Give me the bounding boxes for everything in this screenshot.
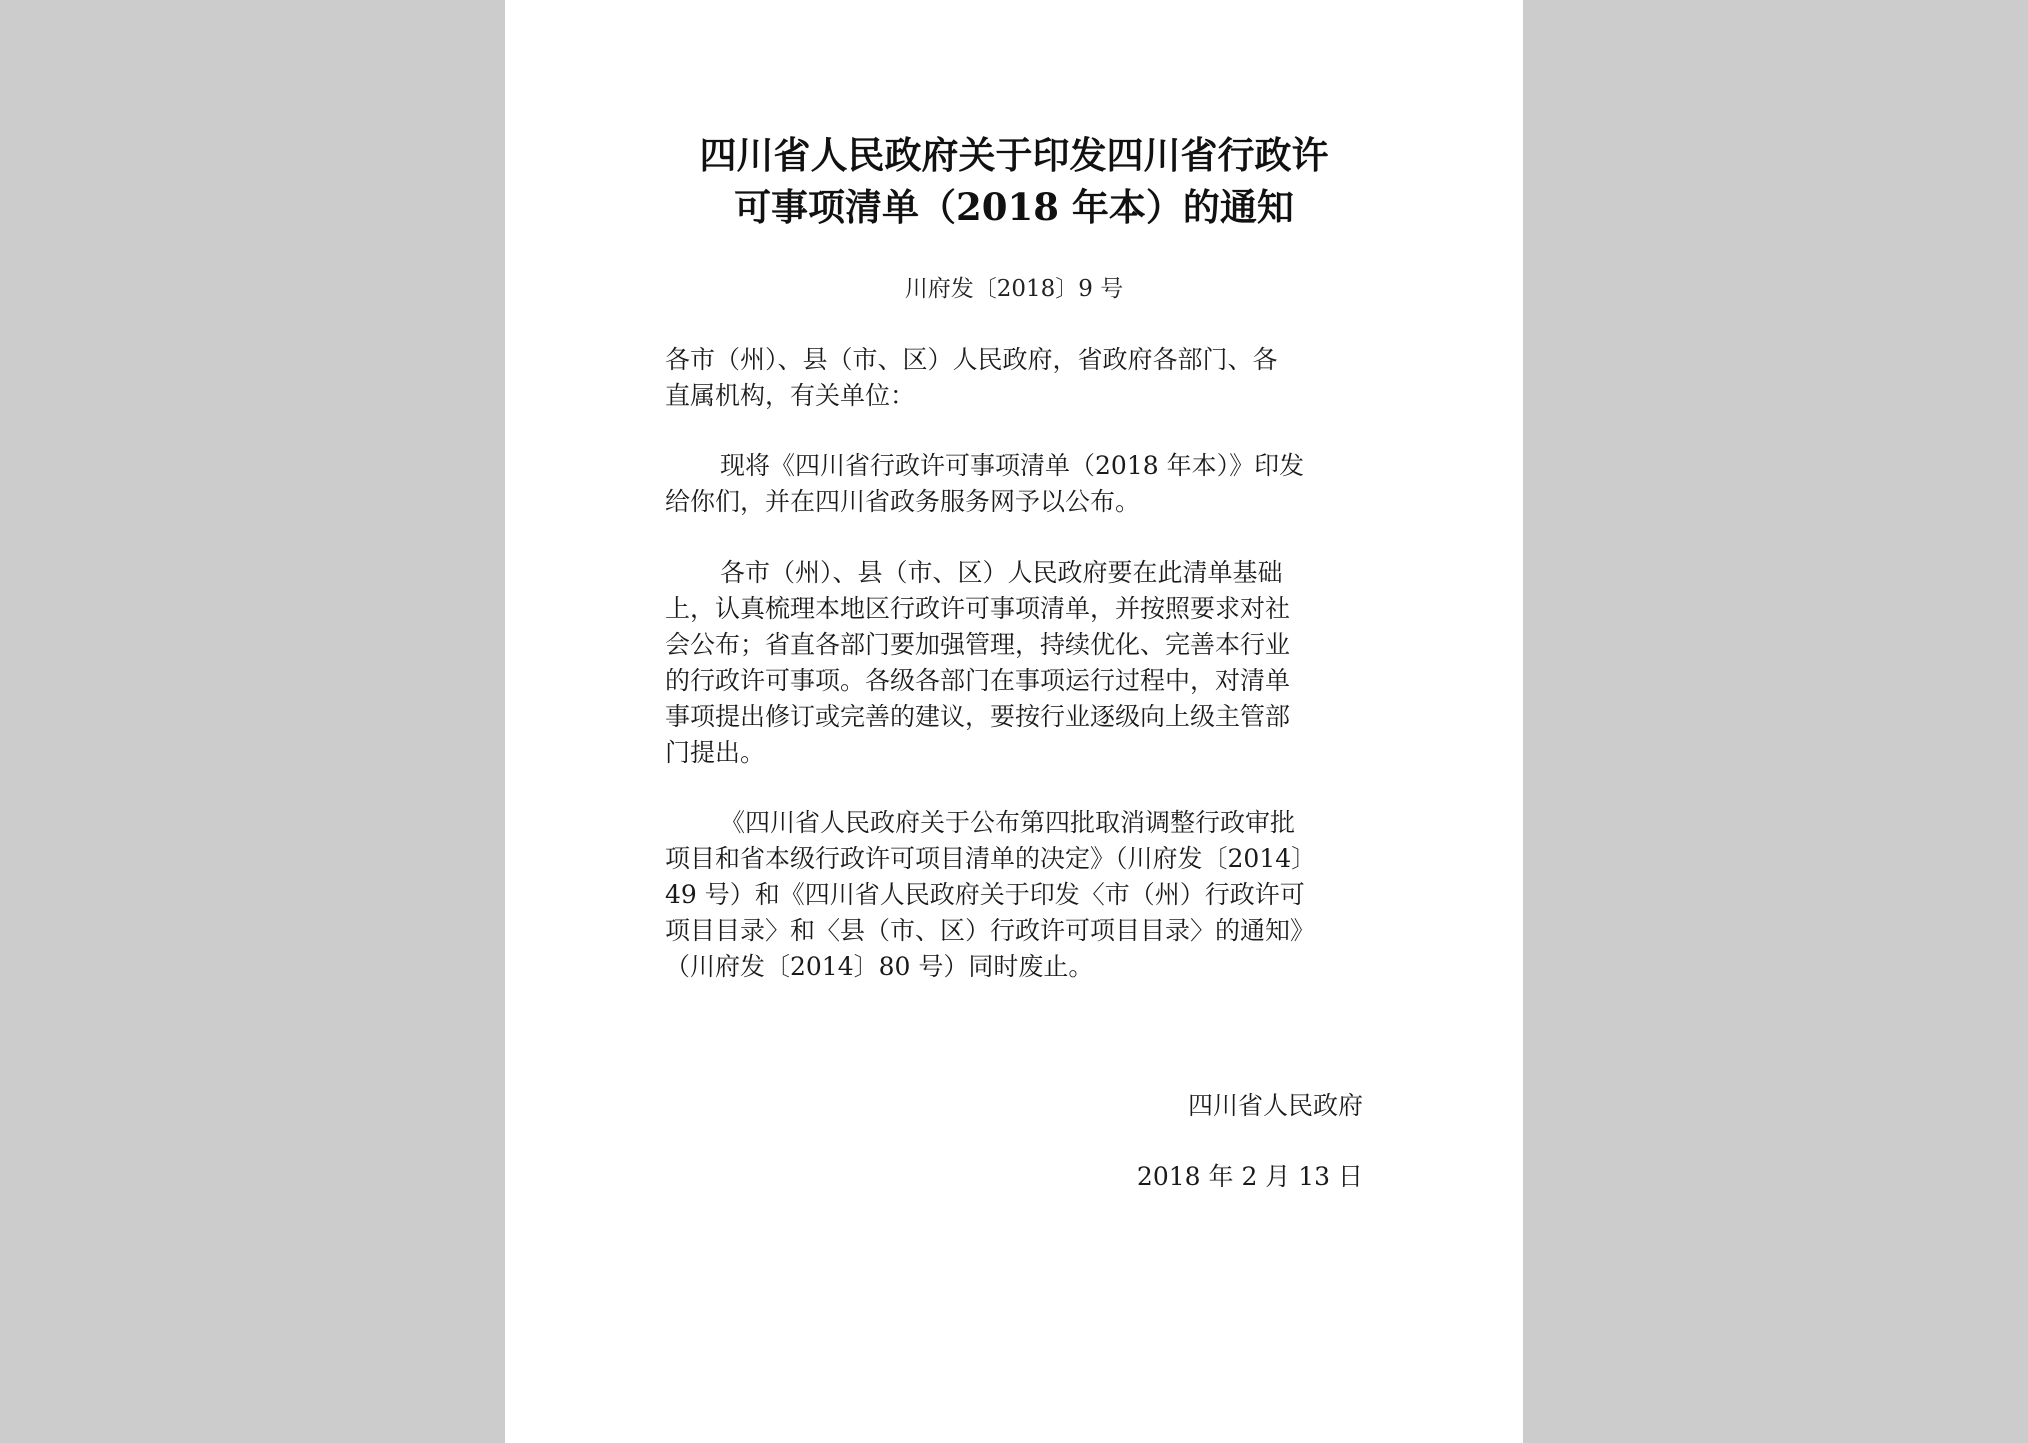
salutation-line-2: 直属机构，有关单位： <box>665 381 916 410</box>
document-title-line-2: 可事项清单（2018 年本）的通知 <box>734 185 1294 229</box>
paragraph-2-line-6: 门提出。 <box>665 738 766 767</box>
paragraph-2-line-3: 会公布；省直各部门要加强管理，持续优化、完善本行业 <box>665 630 1291 659</box>
paragraph-3-line-5: （川府发〔2014〕80 号）同时废止。 <box>665 952 1094 981</box>
document-number: 川府发〔2018〕9 号 <box>904 276 1124 302</box>
issue-date: 2018 年 2 月 13 日 <box>1136 1162 1363 1191</box>
document-page <box>505 0 1523 1443</box>
paragraph-3-line-2: 项目和省本级行政许可项目清单的决定》（川府发〔2014〕 <box>665 844 1317 873</box>
salutation-line-1: 各市（州）、县（市、区）人民政府，省政府各部门、各 <box>665 345 1278 374</box>
paragraph-2-line-1: 各市（州）、县（市、区）人民政府要在此清单基础 <box>720 558 1283 587</box>
paragraph-3-line-4: 项目目录〉和〈县（市、区）行政许可项目目录〉的通知》 <box>665 916 1316 945</box>
paragraph-3-line-3: 49 号）和《四川省人民政府关于印发〈市（州）行政许可 <box>665 880 1305 909</box>
issuer-signature: 四川省人民政府 <box>1187 1091 1363 1120</box>
paragraph-2-line-2: 上，认真梳理本地区行政许可事项清单，并按照要求对社 <box>665 594 1291 623</box>
paragraph-3-line-1: 《四川省人民政府关于公布第四批取消调整行政审批 <box>720 808 1296 837</box>
paragraph-1-line-1: 现将《四川省行政许可事项清单（2018 年本）》印发 <box>720 451 1305 480</box>
document-title-line-1: 四川省人民政府关于印发四川省行政许 <box>699 133 1329 177</box>
paragraph-2-line-4: 的行政许可事项。各级各部门在事项运行过程中，对清单 <box>665 666 1291 695</box>
paragraph-2-line-5: 事项提出修订或完善的建议，要按行业逐级向上级主管部 <box>665 702 1291 731</box>
paragraph-1-line-2: 给你们，并在四川省政务服务网予以公布。 <box>665 487 1141 516</box>
